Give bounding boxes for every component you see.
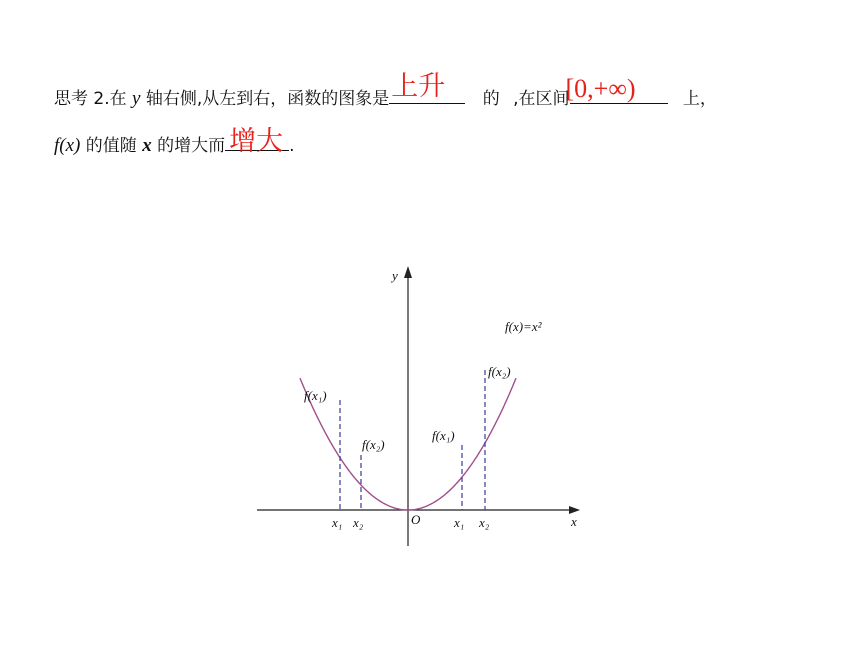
curve-label: f(x)=x² bbox=[505, 319, 542, 334]
question-text-4: 上， bbox=[682, 89, 717, 109]
x-axis-label: x bbox=[571, 514, 577, 529]
var-y: y bbox=[132, 88, 141, 109]
question-end: . bbox=[289, 136, 295, 156]
right-x2-label: x₂ bbox=[479, 515, 490, 530]
answer-1: 上升 bbox=[391, 71, 446, 102]
answer-3: 增大 bbox=[229, 126, 284, 157]
right-x1-label: x₁ bbox=[454, 515, 465, 530]
answer-2: [0,+∞) bbox=[565, 74, 636, 103]
question-text-6: 的增大而 bbox=[157, 136, 226, 156]
x-axis-arrow-icon bbox=[569, 506, 580, 514]
left-x1-label: x₁ bbox=[332, 515, 343, 530]
left-x2-label: x₂ bbox=[353, 515, 364, 530]
left-fx1-label: f(x₁) bbox=[304, 388, 327, 403]
right-fx2-label: f(x₂) bbox=[488, 364, 511, 379]
question-text-3: ,在区间 bbox=[513, 89, 570, 109]
y-axis-label: y bbox=[392, 268, 398, 283]
fx-expression: f(x) bbox=[54, 135, 81, 156]
question-text-2: 的 bbox=[482, 89, 500, 109]
var-x: x bbox=[142, 135, 152, 156]
right-fx1-label: f(x₁) bbox=[432, 428, 455, 443]
y-axis-arrow-icon bbox=[404, 266, 412, 278]
question-text-1: 轴右侧,从左到右，函数的图象是 bbox=[145, 89, 390, 109]
left-fx2-label: f(x₂) bbox=[362, 437, 385, 452]
question-text-5: 的值随 bbox=[85, 136, 137, 156]
question-prefix: 思考 2.在 bbox=[54, 89, 127, 109]
origin-label: O bbox=[411, 512, 421, 527]
